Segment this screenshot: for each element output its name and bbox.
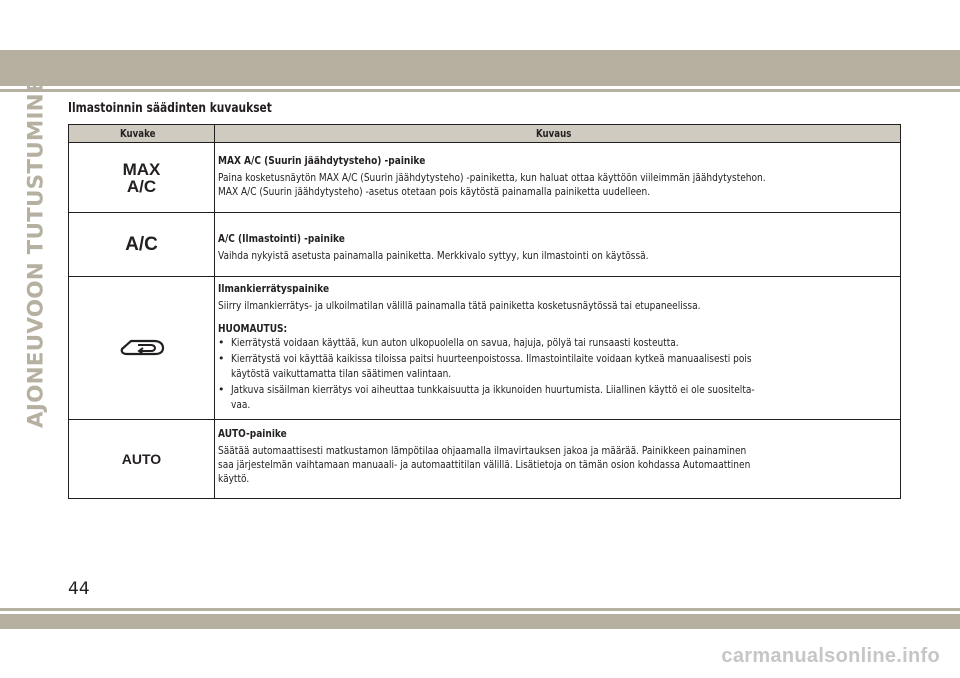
row-title: A/C (Ilmastointi) -painike xyxy=(218,232,345,245)
watermark: carmanualsonline.info xyxy=(721,645,940,667)
section-title: Ilmastoinnin säädinten kuvaukset xyxy=(68,101,272,116)
icon-cell xyxy=(69,143,215,213)
bullet-icon: • xyxy=(218,336,225,349)
footer-band xyxy=(0,614,960,629)
description-cell xyxy=(215,213,901,277)
row-title: MAX A/C (Suurin jäähdytysteho) -painike xyxy=(218,154,426,167)
icon-cell xyxy=(69,213,215,277)
notice-title: HUOMAUTUS: xyxy=(218,322,288,335)
table-row xyxy=(69,277,901,420)
row-body-line: Säätää automaattisesti matkustamon lämpötilaa ohjaamalla ilmavirtauksen jakoa ja määrää. Painikkeen painaminen xyxy=(218,443,747,457)
description-cell xyxy=(215,277,901,420)
bullet-icon: • xyxy=(218,382,225,396)
row-body-line: Paina kosketusnäytön MAX A/C (Suurin jäähdytysteho) -painiketta, kun haluat ottaa käyttöön viileimmän jäähdytystehon. xyxy=(218,171,766,184)
auto-icon: AUTO xyxy=(121,450,162,467)
description-cell xyxy=(215,419,901,498)
list-item: • Jatkuva sisäilman kierrätys voi aiheuttaa tunkkaisuutta ja ikkunoiden huurtumista. Liiallinen käyttö ei ole suositelta- vaa. xyxy=(218,382,755,411)
max-ac-icon: MAX A/C xyxy=(122,159,161,196)
icon-cell xyxy=(69,277,215,420)
table-header-row xyxy=(69,125,901,143)
row-body-line: käyttö. xyxy=(218,471,250,485)
list-item: • Kierrätystä voi käyttää kaikissa tiloissa paitsi huurteenpoistossa. Ilmastointilaite voidaan kytkeä manuaalisesti pois käytöstä vaikuttamatta tilan säätimen valintaan. xyxy=(218,351,752,380)
column-header-icon: Kuvake xyxy=(69,125,215,143)
table-row xyxy=(69,213,901,277)
side-chapter-title xyxy=(22,60,50,428)
table-row xyxy=(69,419,901,498)
column-header-description: Kuvaus xyxy=(215,125,901,143)
row-body-line: MAX A/C (Suurin jäähdytysteho) -asetus otetaan pois käytöstä painamalla painiketta uudelleen. xyxy=(218,185,651,198)
row-body-line: saa järjestelmän vaihtamaan manuaali- ja automaattitilan välillä. Lisätietoja on tämän osion kohdassa Automaattinen xyxy=(218,457,751,471)
icon-cell xyxy=(69,419,215,498)
list-item: • Kierrätystä voidaan käyttää, kun auton ulkopuolella on savua, hajuja, pölyä tai runsaasti kosteutta. xyxy=(218,336,679,349)
recirculation-icon xyxy=(118,337,166,357)
side-chapter-label: AJONEUVOON TUTUSTUMINEN xyxy=(23,60,49,428)
footer-rule xyxy=(0,608,960,611)
row-title: AUTO-painike xyxy=(218,426,287,440)
header-rule xyxy=(0,89,960,92)
controls-table xyxy=(68,124,901,499)
header-band xyxy=(0,50,960,86)
description-cell xyxy=(215,143,901,213)
row-body-line: Vaihda nykyistä asetusta painamalla painiketta. Merkkivalo syttyy, kun ilmastointi on käytössä. xyxy=(218,249,649,262)
table-row xyxy=(69,143,901,213)
row-title: Ilmankierrätyspainike xyxy=(218,282,330,295)
row-body-line: Siirry ilmankierrätys- ja ulkoilmatilan välillä painamalla tätä painiketta kosketusnäytössä tai etupaneelissa. xyxy=(218,299,701,312)
page-number: 44 xyxy=(68,579,90,599)
ac-icon: A/C xyxy=(125,234,158,255)
bullet-icon: • xyxy=(218,351,225,365)
